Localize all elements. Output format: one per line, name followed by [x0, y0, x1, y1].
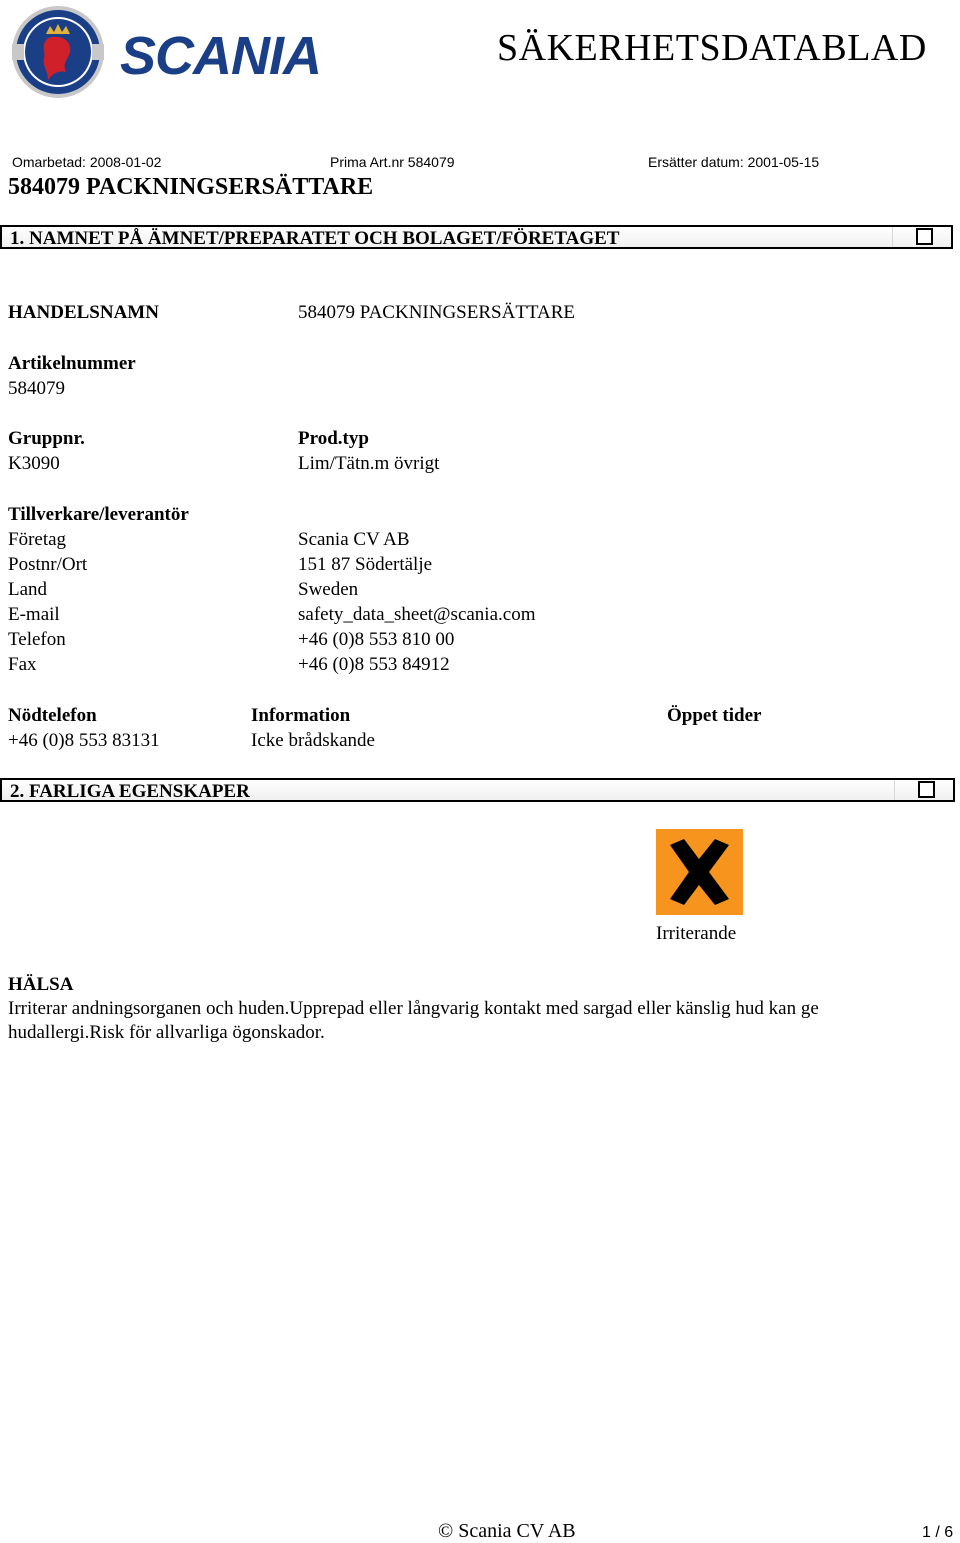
- supplier-label: Företag: [8, 529, 67, 550]
- product-heading: 584079 PACKNINGSERSÄTTARE: [8, 174, 374, 200]
- section-2-title: 2. FARLIGA EGENSKAPER: [10, 781, 250, 802]
- supplier-label: E-mail: [8, 604, 60, 625]
- emergency-label: Nödtelefon: [8, 705, 97, 726]
- health-text-line: Irriterar andningsorganen och huden.Upprepad eller långvarig kontakt med sargad eller känslig hud kan ge: [8, 998, 819, 1019]
- trade-name-label: HANDELSNAMN: [8, 302, 159, 323]
- replaces-date: Ersätter datum: 2001-05-15: [648, 154, 820, 170]
- health-heading: HÄLSA: [8, 974, 74, 995]
- section-1-checkbox[interactable]: [916, 228, 933, 245]
- irritant-hazard-icon: [656, 829, 743, 915]
- information-label: Information: [251, 705, 351, 726]
- supplier-label: Telefon: [8, 629, 66, 650]
- supplier-value: +46 (0)8 553 810 00: [298, 629, 455, 650]
- supplier-value: Scania CV AB: [298, 529, 410, 550]
- supplier-value: 151 87 Södertälje: [298, 554, 433, 575]
- group-label: Gruppnr.: [8, 428, 85, 449]
- scania-logo: [8, 4, 378, 100]
- footer-copyright: © Scania CV AB: [438, 1520, 576, 1542]
- article-value: 584079: [8, 378, 65, 399]
- section-2-checkbox[interactable]: [918, 781, 935, 798]
- supplier-heading: Tillverkare/leverantör: [8, 504, 189, 525]
- supplier-value: Sweden: [298, 579, 359, 600]
- health-text-line: hudallergi.Risk för allvarliga ögonskador.: [8, 1022, 325, 1043]
- prodtype-value: Lim/Tätn.m övrigt: [298, 453, 440, 474]
- logo-wordmark: SCANIA: [120, 26, 322, 86]
- prodtype-label: Prod.typ: [298, 428, 369, 449]
- page-number: 1 / 6: [922, 1524, 954, 1541]
- document-title: SÄKERHETSDATABLAD: [497, 27, 927, 69]
- email-link[interactable]: safety_data_sheet@scania.com: [298, 604, 536, 625]
- information-value: Icke brådskande: [251, 730, 375, 751]
- supplier-label: Land: [8, 579, 48, 600]
- emergency-value: +46 (0)8 553 83131: [8, 730, 160, 751]
- supplier-value: +46 (0)8 553 84912: [298, 654, 450, 675]
- trade-name-value: 584079 PACKNINGSERSÄTTARE: [298, 302, 576, 323]
- hazard-label: Irriterande: [656, 923, 737, 944]
- article-label: Artikelnummer: [8, 353, 136, 374]
- section-2-header: [0, 778, 955, 802]
- divider: [894, 780, 895, 800]
- supplier-label: Fax: [8, 654, 37, 675]
- supplier-label: Postnr/Ort: [8, 554, 88, 575]
- revised-date: Omarbetad: 2008-01-02: [12, 154, 162, 170]
- hours-label: Öppet tider: [667, 705, 762, 726]
- divider: [892, 227, 893, 247]
- article-number-meta: Prima Art.nr 584079: [330, 154, 455, 170]
- section-1-header: [0, 225, 953, 249]
- group-value: K3090: [8, 453, 60, 474]
- section-1-title: 1. NAMNET PÅ ÄMNET/PREPARATET OCH BOLAGET/FÖRETAGET: [10, 228, 620, 249]
